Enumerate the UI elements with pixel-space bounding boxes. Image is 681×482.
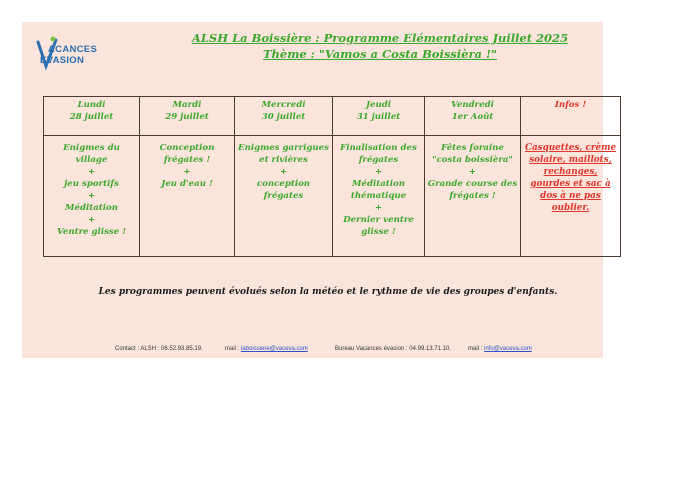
activities-wednesday: Enigmes garrigues et rivières + conception frégates [235, 136, 333, 257]
footer-contact: Contact : ALSH : 06.52.93.85.19. [115, 346, 203, 352]
infos-cell [521, 136, 621, 257]
footer-mail-2 [468, 346, 532, 352]
logo-line-1: ACANCES [48, 44, 98, 55]
footer-mail-label-2: mail : [468, 346, 483, 352]
activities-friday: Fêtes foraine "costa boissièra" + Grande course des frégates ! [425, 136, 521, 257]
logo-line-2: EVASION [40, 55, 85, 66]
day-header-tuesday: Mardi 29 juillet [140, 97, 235, 136]
day-header-thursday: Jeudi 31 juillet [333, 97, 425, 136]
footer-bureau: Bureau Vacances évasion : 04.99.13.71.10. [335, 346, 451, 352]
footer-mail-1 [225, 346, 308, 352]
infos-header: Infos ! [521, 97, 621, 136]
footer-mail-link-1[interactable]: laboissiere@vaceva.com [241, 346, 308, 352]
title-line-1: ALSH La Boissière : Programme Elémentaires Juillet 2025 [191, 31, 569, 45]
table-activities-row [44, 136, 621, 257]
day-header-monday: Lundi 28 juillet [44, 97, 140, 136]
day-header-wednesday: Mercredi 30 juillet [235, 97, 333, 136]
footer-mail-label-1: mail : [225, 346, 240, 352]
activities-thursday: Finalisation des frégates + Méditation thématique + Dernier ventre glisse ! [333, 136, 425, 257]
vacances-evasion-logo [14, 20, 98, 70]
activities-monday: Enigmes du village + jeu sportifs + Méditation + Ventre glisse ! [44, 136, 140, 257]
footer-mail-link-2[interactable]: info@vaceva.com [484, 346, 532, 352]
program-note: Les programmes peuvent évolués selon la météo et le rythme de vie des groupes d'enfants. [98, 287, 558, 297]
page-title [180, 30, 580, 62]
activities-tuesday: Conception frégates ! + Jeu d'eau ! [140, 136, 235, 257]
day-header-friday: Vendredi 1er Août [425, 97, 521, 136]
table-header-row [44, 97, 621, 136]
program-table [43, 96, 621, 257]
title-line-2: Thème : "Vamos a Costa Boissièra !" [262, 47, 498, 61]
logo-text [40, 44, 98, 66]
infos-text: Casquettes, crème solaire, maillots, rechanges, gourdes et sac à dos à ne pas oublier. [524, 143, 617, 213]
